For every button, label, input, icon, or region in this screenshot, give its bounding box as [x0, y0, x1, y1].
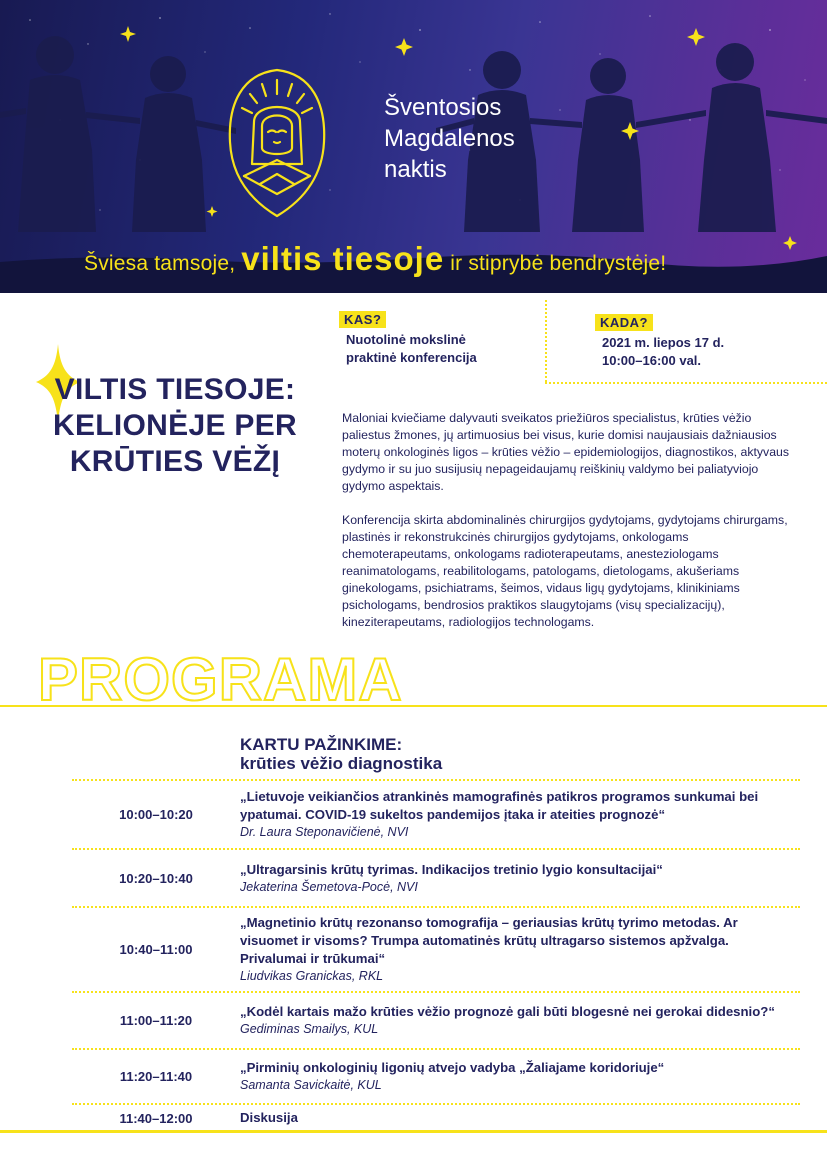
- row-speaker: Gediminas Smailys, KUL: [240, 1022, 379, 1036]
- who-block: [339, 311, 477, 367]
- row-body: [240, 788, 800, 841]
- row-speaker: Liudvikas Granickas, RKL: [240, 969, 384, 983]
- section-heading-line: krūties vėžio diagnostika: [240, 754, 443, 773]
- row-speaker: Samanta Savickaitė, KUL: [240, 1078, 382, 1092]
- program-table: [72, 779, 800, 1131]
- table-row: [72, 779, 800, 848]
- row-speaker: Jekaterina Šemetova-Pocė, NVI: [240, 879, 418, 894]
- row-body: [240, 861, 800, 896]
- when-block: [595, 314, 724, 370]
- main-title-line: KRŪTIES VĖŽĮ: [69, 445, 281, 478]
- magdalene-logo-icon: [222, 64, 332, 224]
- row-time: 11:20–11:40: [119, 1069, 193, 1084]
- divider: [545, 300, 547, 382]
- intro-paragraph: Maloniai kviečiame dalyvauti sveikatos priežiūros specialistus, krūties vėžio paliestus žmones, jų artimuosius bei visus, kurie domisi naujausiais dažniausios moterų onkologinės ligos – krūties vėžio – epidemiologijos, diagnostikos, aktyvaus gydymo ir su juo susijusių nepageidaujamų reiškinių valdymo bei paliatyviojo gydymo aspektais.: [342, 411, 790, 493]
- main-title-line: KELIONĖJE PER: [53, 409, 297, 442]
- who-tag: KAS?: [339, 311, 386, 328]
- row-body: [240, 1059, 800, 1094]
- main-title: [30, 372, 320, 480]
- row-topic: „Ultragarsinis krūtų tyrimas. Indikacijos tretinio lygio konsultacijai“: [240, 861, 663, 877]
- event-title-line: Magdalenos: [384, 125, 515, 152]
- row-time: 10:20–10:40: [119, 870, 193, 886]
- who-text: [346, 331, 477, 367]
- row-topic: Diskusija: [240, 1110, 298, 1125]
- intro-text: [342, 410, 792, 631]
- intro-paragraph: Konferencija skirta abdominalinės chirurgijos gydytojams, gydytojams chirurgams, plastinės ir rekonstrukcinės chirurgijos gydytojams, onkologams chemoterapeutams, onkologams radioterapeutams, anesteziologams reanimatologams, reabilitologams, patologams, dietologams, akušeriams ginekologams, psichiatrams, šeimos, vidaus ligų gydytojams, klinikiniams psichologams, bendrosios praktikos slaugytojams (visų specializacijų), kineziterapeutams, radiologijos technologams.: [342, 513, 788, 629]
- table-row: [72, 991, 800, 1048]
- divider: [545, 382, 827, 384]
- row-time: 11:40–12:00: [119, 1110, 193, 1126]
- when-line: 10:00–16:00 val.: [602, 353, 702, 368]
- event-title-line: naktis: [384, 156, 447, 183]
- row-time: 10:40–11:00: [119, 942, 193, 957]
- bottom-border: [0, 1130, 827, 1133]
- event-title-line: Šventosios: [384, 94, 502, 121]
- section-heading: [240, 735, 442, 773]
- table-row: [72, 1048, 800, 1103]
- table-row: [72, 906, 800, 991]
- programa-underline: [0, 705, 827, 707]
- programa-heading: PROGRAMA: [38, 646, 403, 713]
- slogan-part: Šviesa tamsoje,: [84, 252, 242, 275]
- row-topic: „Pirminių onkologinių ligonių atvejo vadyba „Žaliajame koridoriuje“: [240, 1060, 665, 1075]
- section-heading-line: KARTU PAŽINKIME:: [240, 735, 403, 754]
- when-line: 2021 m. liepos 17 d.: [602, 335, 725, 350]
- who-line: Nuotolinė mokslinė: [346, 332, 466, 347]
- row-body: [240, 1109, 800, 1127]
- row-time: 10:00–10:20: [119, 807, 193, 822]
- row-topic: „Lietuvoje veikiančios atrankinės mamografinės patikros programos sunkumai bei ypatumai. COVID-19 sukeltos pandemijos įtaka ir ateities prognozė“: [240, 789, 759, 822]
- table-row: [72, 848, 800, 906]
- row-body: [240, 914, 800, 985]
- when-tag: KADA?: [595, 314, 653, 331]
- row-speaker: Dr. Laura Steponavičienė, NVI: [240, 825, 409, 839]
- slogan-highlight: viltis tiesoje: [241, 240, 445, 277]
- hero-banner: [0, 0, 827, 293]
- slogan: [84, 240, 666, 278]
- table-row: [72, 1103, 800, 1131]
- row-topic: „Magnetinio krūtų rezonanso tomografija – geriausias krūtų tyrimo metodas. Ar visuomet ir visoms? Trumpa automatinės krūtų ultragarso sistemos apžvalga. Privalumai ir trūkumai“: [240, 915, 738, 966]
- who-line: praktinė konferencija: [346, 350, 477, 365]
- main-title-line: VILTIS TIESOJE:: [54, 373, 296, 406]
- slogan-part: ir stiprybė bendrystėje!: [444, 252, 667, 275]
- row-time: 11:00–11:20: [119, 1013, 193, 1028]
- row-topic: „Kodėl kartais mažo krūties vėžio prognozė gali būti blogesnė nei gerokai didesnio?“: [240, 1004, 775, 1019]
- event-title: [384, 92, 515, 185]
- row-body: [240, 1003, 800, 1038]
- when-text: [602, 334, 724, 370]
